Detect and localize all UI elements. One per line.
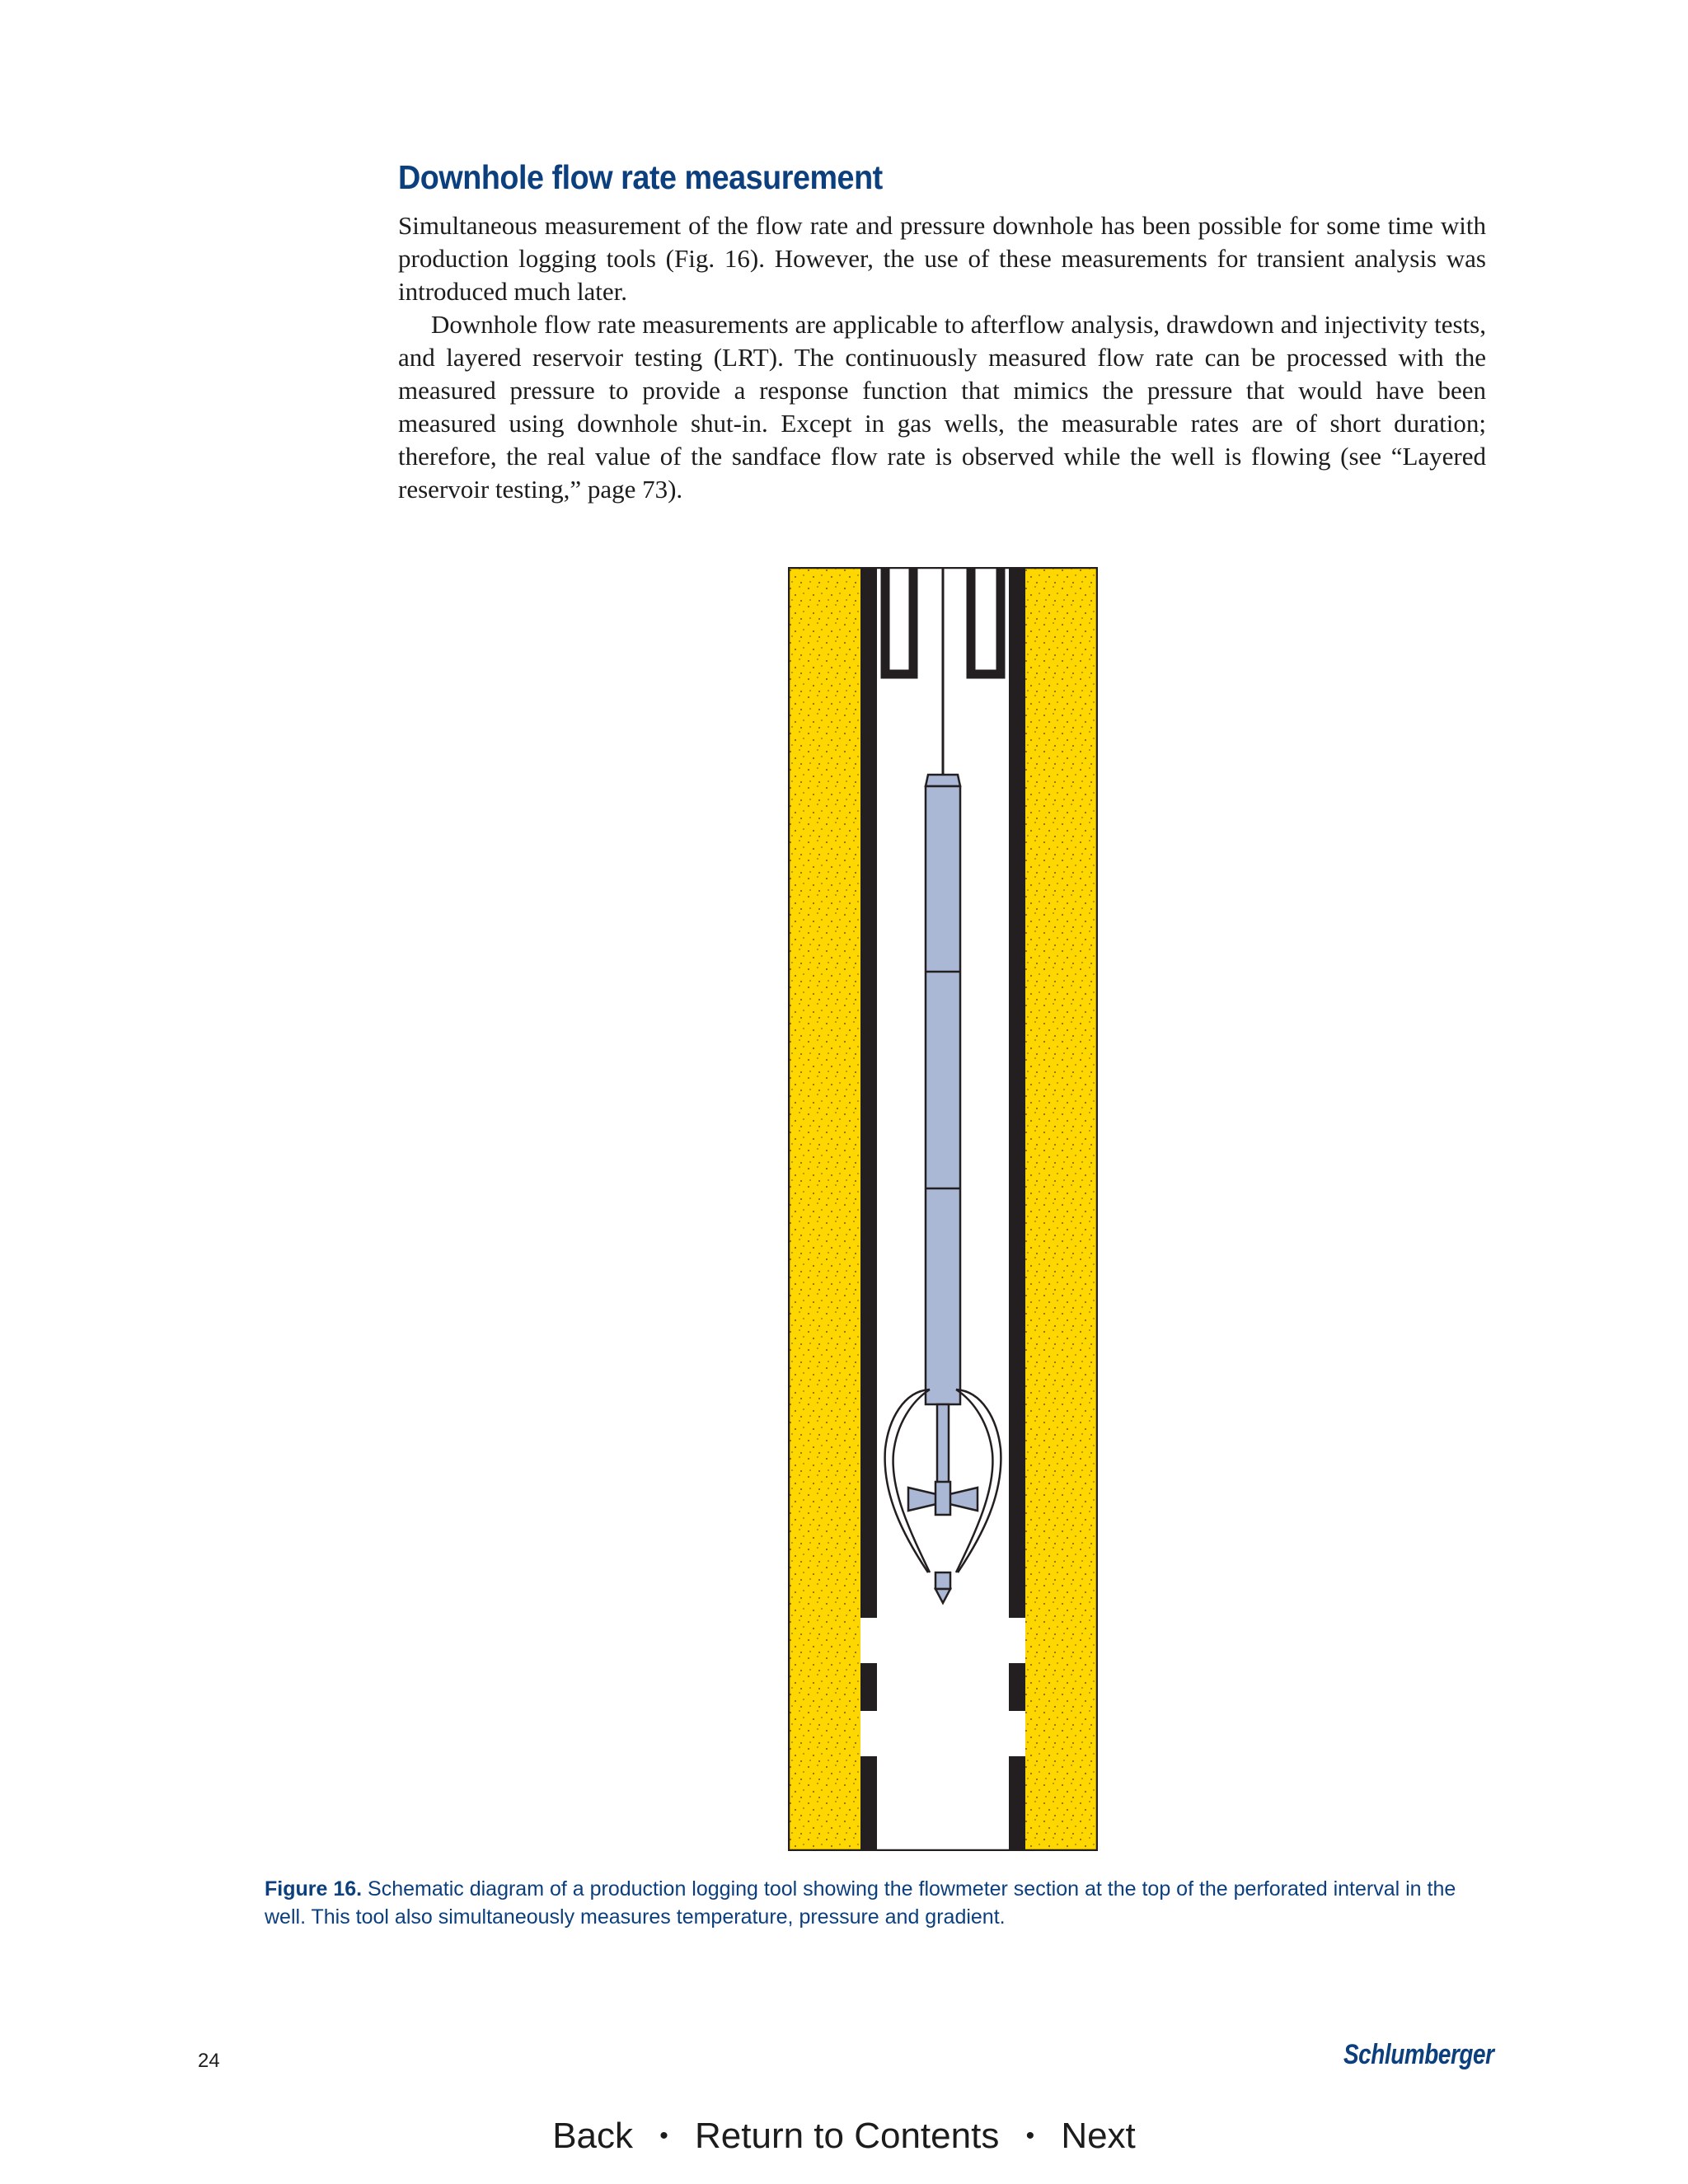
nav-separator: • bbox=[1025, 2122, 1035, 2150]
figure-caption bbox=[265, 1875, 1493, 1931]
next-link[interactable]: Next bbox=[1061, 2116, 1136, 2157]
figure-caption-text: Schematic diagram of a production logging tool showing the flowmeter section at the top of the perforated interval in the well. This tool also simultaneously measures temperature, pressure and gradient. bbox=[265, 1877, 1456, 1929]
production-logging-tool-diagram bbox=[788, 567, 1098, 1851]
paragraph-2: Downhole flow rate measurements are applicable to afterflow analysis, drawdown and injectivity tests, and layered reservoir testing (LRT). The continuously measured flow rate can be processed with the measured pressure to provide a response function that mimics the pressure that would have been measured using downhole shut-in. Except in gas wells, the measurable rates are of short duration; therefore, the real value of the sandface flow rate is observed while the well is flowing (see “Layered reservoir testing,” page 73). bbox=[398, 310, 1486, 504]
page-navigation bbox=[0, 2114, 1688, 2157]
formation-right bbox=[1025, 569, 1096, 1849]
formation-left bbox=[790, 569, 860, 1849]
paragraph-1: Simultaneous measurement of the flow rate and pressure downhole has been possible for some time with production logging tools (Fig. 16). However, the use of these measurements for transient analysis was introduced much later. bbox=[398, 211, 1486, 306]
logging-tool-body bbox=[926, 786, 960, 1404]
back-link[interactable]: Back bbox=[552, 2116, 634, 2157]
return-to-contents-link[interactable]: Return to Contents bbox=[695, 2116, 1000, 2157]
tool-head bbox=[926, 775, 960, 786]
section-heading: Downhole flow rate measurement bbox=[398, 158, 883, 196]
nav-separator: • bbox=[659, 2122, 668, 2150]
body-text bbox=[398, 209, 1486, 506]
brand-logo: Schlumberger bbox=[1343, 2039, 1494, 2070]
figure-label: Figure 16. bbox=[265, 1877, 363, 1900]
page-number: 24 bbox=[198, 2050, 220, 2072]
spinner-shaft bbox=[937, 1404, 949, 1487]
